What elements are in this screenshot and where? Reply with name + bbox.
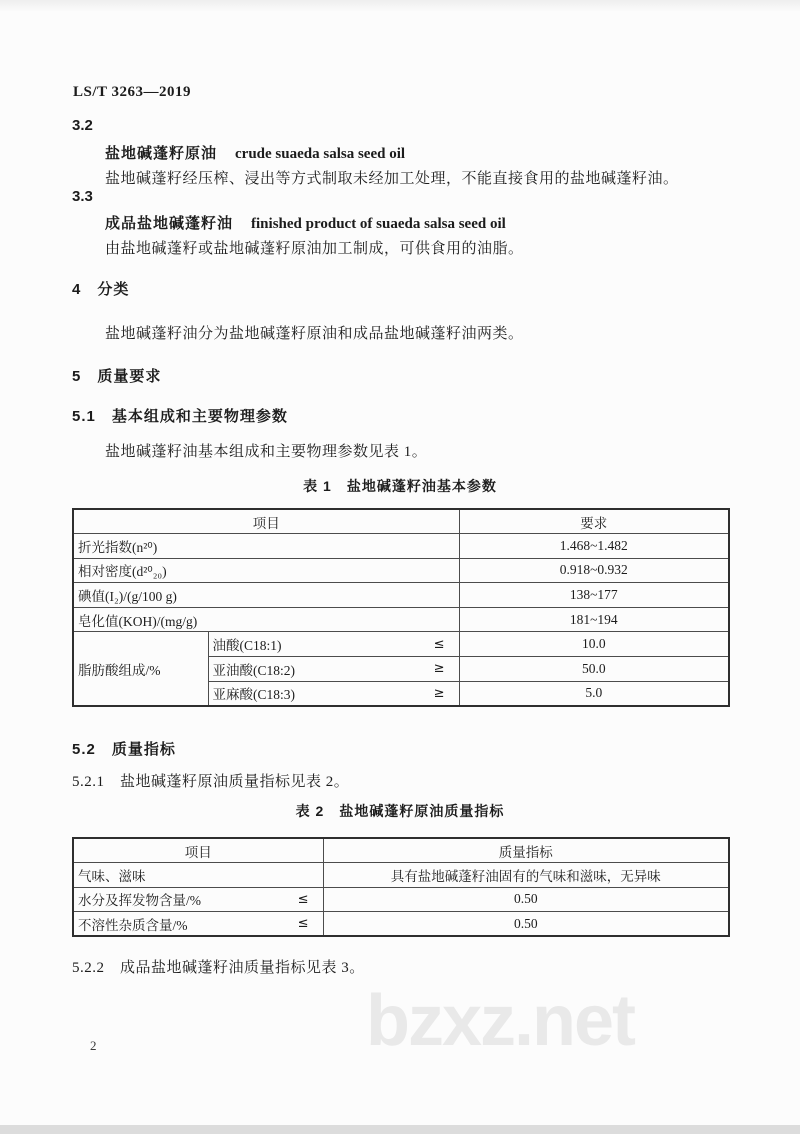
table-2-value: 0.50 (323, 887, 729, 912)
table-1-fatty-sub-item (208, 632, 459, 657)
table-1-fatty-value: 50.0 (459, 657, 729, 682)
fatty-acid-name: 亚麻酸(C18:3) (212, 687, 295, 703)
table-1-fatty-value: 5.0 (459, 681, 729, 706)
table-row (73, 607, 729, 632)
table-row (73, 912, 729, 937)
table-2-item (73, 912, 323, 937)
scan-edge-top (0, 0, 800, 12)
table-2-item: 气味、滋味 (73, 863, 323, 888)
table-row (73, 534, 729, 559)
table-row (73, 558, 729, 583)
table-row (73, 509, 729, 534)
table-2-item (73, 887, 323, 912)
table-1-fatty-group-label: 脂肪酸组成/% (73, 632, 208, 706)
comparison-operator: ≤ (433, 636, 445, 652)
clause-3-3-body: 由盐地碱蓬籽或盐地碱蓬籽原油加工制成，可供食用的油脂。 (105, 241, 524, 257)
clause-3-2-number: 3.2 (72, 117, 93, 134)
comparison-operator: ≥ (433, 661, 445, 677)
table-1-item: 折光指数(n²⁰) (73, 534, 459, 559)
table-2-value: 0.50 (323, 912, 729, 937)
table-2-item-label: 水分及挥发物含量/% (78, 893, 201, 909)
table-1-header-req: 要求 (459, 509, 729, 534)
table-1-req: 1.468~1.482 (459, 534, 729, 559)
clause-3-2-body: 盐地碱蓬籽经压榨、浸出等方式制取未经加工处理，不能直接食用的盐地碱蓬籽油。 (105, 171, 679, 187)
clause-5-heading: 5 质量要求 (72, 368, 162, 385)
table-2-header-item: 项目 (73, 838, 323, 863)
table-1-basic-parameters (72, 508, 730, 707)
table-row (73, 632, 729, 657)
table-2-item-label: 不溶性杂质含量/% (78, 917, 188, 933)
table-row (73, 887, 729, 912)
comparison-operator: ≥ (433, 685, 445, 701)
term-en-3-3: finished product of suaeda salsa seed oil (251, 216, 506, 232)
fatty-acid-name: 油酸(C18:1) (212, 638, 282, 654)
table-1-fatty-sub-item (208, 657, 459, 682)
standard-code-header: LS/T 3263—2019 (73, 84, 191, 100)
clause-5-1-heading: 5.1 基本组成和主要物理参数 (72, 408, 288, 425)
term-zh-3-2: 盐地碱蓬籽原油 (105, 145, 218, 162)
clause-5-2-heading: 5.2 质量指标 (72, 741, 176, 758)
comparison-operator: ≤ (297, 916, 309, 931)
clause-3-3-number: 3.3 (72, 188, 93, 205)
clause-4-heading: 4 分类 (72, 281, 130, 298)
clause-5-1-body: 盐地碱蓬籽油基本组成和主要物理参数见表 1。 (105, 444, 428, 460)
fatty-acid-name: 亚油酸(C18:2) (212, 662, 295, 678)
table-1-item: 皂化值(KOH)/(mg/g) (73, 607, 459, 632)
table-1-req: 181~194 (459, 607, 729, 632)
term-en-3-2: crude suaeda salsa seed oil (235, 146, 406, 162)
table-2-caption: 表 2 盐地碱蓬籽原油质量指标 (295, 803, 505, 819)
page-number: 2 (90, 1038, 97, 1053)
clause-3-3-term (105, 212, 506, 233)
table-row (73, 838, 729, 863)
term-zh-3-3: 成品盐地碱蓬籽油 (105, 215, 234, 232)
clause-5-2-1-text: 5.2.1 盐地碱蓬籽原油质量指标见表 2。 (72, 774, 350, 790)
table-2-crude-oil-quality (72, 837, 730, 937)
table-1-item: 相对密度(d²⁰₂₀) (73, 558, 459, 583)
table-1-caption: 表 1 盐地碱蓬籽油基本参数 (303, 478, 497, 494)
table-1-fatty-value: 10.0 (459, 632, 729, 657)
clause-5-2-2-text: 5.2.2 成品盐地碱蓬籽油质量指标见表 3。 (72, 960, 365, 976)
table-1-req: 138~177 (459, 583, 729, 608)
scan-edge-bottom (0, 1125, 800, 1134)
table-row (73, 863, 729, 888)
table-1-fatty-sub-item (208, 681, 459, 706)
clause-4-body: 盐地碱蓬籽油分为盐地碱蓬籽原油和成品盐地碱蓬籽油两类。 (105, 326, 524, 342)
table-1-header-item: 项目 (73, 509, 459, 534)
comparison-operator: ≤ (297, 891, 309, 907)
site-watermark: bzxz.net (366, 981, 635, 1061)
table-2-value: 具有盐地碱蓬籽油固有的气味和滋味，无异味 (323, 863, 729, 888)
table-2-header-value: 质量指标 (323, 838, 729, 863)
table-1-req: 0.918~0.932 (459, 558, 729, 583)
clause-3-2-term (105, 142, 405, 163)
table-1-item: 碘值(I₂)/(g/100 g) (73, 583, 459, 608)
table-row (73, 583, 729, 608)
